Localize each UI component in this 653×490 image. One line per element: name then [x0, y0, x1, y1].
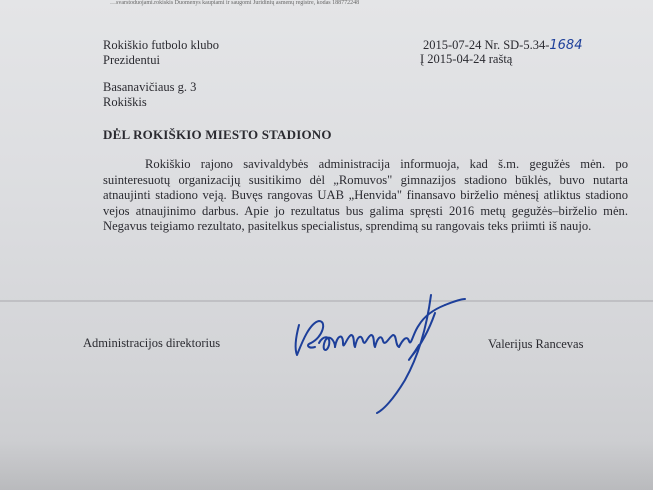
- reference-number: [423, 38, 582, 53]
- reference-date-number: 2015-07-24 Nr. SD-5.34-: [423, 38, 550, 52]
- letter-body: Rokiškio rajono savivaldybės administracija informuoja, kad š.m. gegužės mėn. po suinteresuotų organizacijų susitikimo dėl „Romuvos" gimnazijos stadiono būklės, buvo nutarta atnaujinti stadiono veją. Buvęs rangovas UAB „Henvida" finansavo birželio mėnesį atliktus stadiono vejos atnaujinimo darbus. Apie jo rezultatus bus galima spręsti 2016 metų gegužės–birželio mėn. Negavus teigiamo rezultato, pasitelkus specialistus, sprendimą su rangovais teks priimti iš naujo.: [103, 157, 628, 234]
- signature-icon: [285, 285, 475, 420]
- signatory-name: Valerijus Rancevas: [488, 337, 584, 351]
- recipient-address2: Rokiškis: [103, 95, 147, 109]
- recipient-address1: Basanavičiaus g. 3: [103, 80, 197, 94]
- letter-title: DĖL ROKIŠKIO MIESTO STADIONO: [103, 127, 332, 142]
- reply-reference: Į 2015-04-24 raštą: [420, 52, 513, 66]
- paper-shadow: [0, 440, 653, 490]
- recipient-line2: Prezidentui: [103, 53, 160, 67]
- letterhead-footer-text: …svarstoduojami.rokiskis Duomenys kaupiami ir saugomi Juridinių asmenų registre, kodas 188772248: [110, 0, 360, 6]
- signatory-role: Administracijos direktorius: [83, 336, 221, 350]
- recipient-line1: Rokiškio futbolo klubo: [103, 38, 219, 52]
- handwritten-number: 1684: [549, 38, 583, 53]
